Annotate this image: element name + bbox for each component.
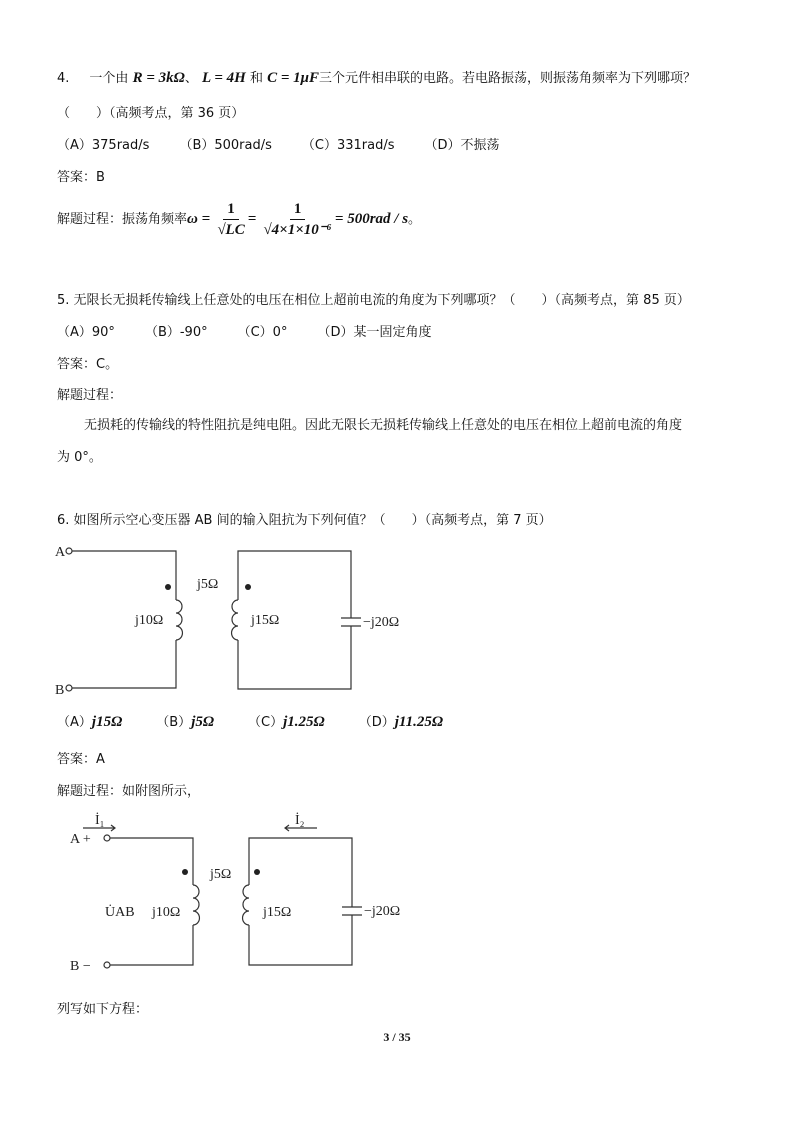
option-c-label: （C）	[248, 715, 284, 730]
q6-stem: 6. 如图所示空心变压器 AB 间的输入阻抗为下列何值？（ ）（高频考点，第 7 页）	[57, 513, 552, 528]
text: 和	[249, 71, 263, 86]
denominator: √LC	[217, 222, 245, 238]
option-a-value: j15Ω	[91, 714, 123, 730]
option-c-value: j1.25Ω	[283, 714, 325, 730]
voltage-uab-label: U̇AB	[105, 905, 135, 920]
formula-c: C = 1μF	[267, 70, 319, 86]
option-a: （A）375rad/s	[57, 138, 150, 153]
solution-circuit-diagram	[55, 812, 415, 992]
q5-stem: 5. 无限长无损耗传输线上任意处的电压在相位上超前电流的角度为下列哪项？（ ）（高频考点，第 85 页）	[57, 293, 690, 308]
terminal-a-label: A +	[70, 832, 91, 847]
fraction	[263, 199, 331, 240]
inductor2-label: j15Ω	[263, 905, 292, 920]
fraction	[217, 199, 244, 240]
option-d-label: （D）	[358, 715, 395, 730]
q5-solution-text: 为 0°。	[57, 450, 102, 465]
text: 三个元件相串联的电路。若电路振荡，则振荡角频率为下列哪项？	[319, 71, 697, 86]
q4-options	[57, 137, 530, 155]
option-b: （B）-90°	[144, 325, 208, 340]
q4-stem	[57, 69, 696, 88]
option-d: （D）不振荡	[424, 138, 500, 153]
question-number: 4.	[57, 71, 70, 86]
text: 解题过程：振荡角频率	[57, 212, 188, 227]
result: = 500rad / s	[334, 211, 409, 227]
inductor1-label: j10Ω	[152, 905, 181, 920]
option-b-value: j5Ω	[191, 714, 215, 730]
q5-solution-text: 无损耗的传输线的特性阻抗是纯电阻。因此无限长无损耗传输线上任意处的电压在相位上超前电流的角度	[84, 418, 683, 433]
denominator: √4×1×10⁻⁶	[263, 222, 332, 238]
terminal-b-label: B −	[70, 959, 91, 974]
mutual-inductance-label: j5Ω	[210, 867, 232, 882]
text: 。	[408, 212, 422, 227]
option-c: （C）0°	[237, 325, 288, 340]
q6-answer: 答案：A	[57, 752, 105, 767]
option-d-value: j11.25Ω	[394, 714, 444, 730]
capacitor-label: −j20Ω	[364, 904, 401, 919]
q5-options	[57, 324, 461, 342]
q5-solution-label: 解题过程：	[57, 388, 123, 403]
page-number: 3 / 35	[383, 1030, 411, 1044]
q5-answer: 答案：C。	[57, 357, 119, 372]
option-b-label: （B）	[156, 715, 192, 730]
q4-solution	[57, 198, 421, 241]
current-i2-label: İ₂	[295, 813, 305, 828]
option-a: （A）90°	[57, 325, 115, 340]
q6-next-text: 列写如下方程：	[57, 1002, 149, 1017]
capacitor-label: −j20Ω	[363, 615, 400, 630]
q6-options	[57, 713, 443, 732]
inductor2-label: j15Ω	[251, 613, 280, 628]
numerator: 1	[290, 199, 306, 220]
mutual-inductance-label: j5Ω	[197, 577, 219, 592]
numerator: 1	[223, 199, 239, 220]
q4-answer: 答案：B	[57, 170, 105, 185]
option-d: （D）某一固定角度	[317, 325, 432, 340]
q4-source: （ ）（高频考点，第 36 页）	[57, 106, 245, 121]
option-c: （C）331rad/s	[301, 138, 395, 153]
q6-solution-label: 解题过程：如附图所示，	[57, 784, 201, 799]
text: 、	[184, 71, 198, 86]
equals: =	[247, 211, 257, 227]
option-a-label: （A）	[57, 715, 92, 730]
terminal-a-label: A	[55, 545, 66, 560]
formula-l: L = 4H	[201, 70, 246, 86]
formula: ω =	[187, 211, 211, 227]
inductor1-label: j10Ω	[135, 613, 164, 628]
terminal-b-label: B	[55, 683, 65, 698]
option-b: （B）500rad/s	[179, 138, 272, 153]
current-i1-label: İ₁	[95, 813, 105, 828]
circuit-diagram	[55, 540, 415, 700]
formula-r: R = 3kΩ	[132, 70, 185, 86]
text: 一个由	[89, 71, 129, 86]
